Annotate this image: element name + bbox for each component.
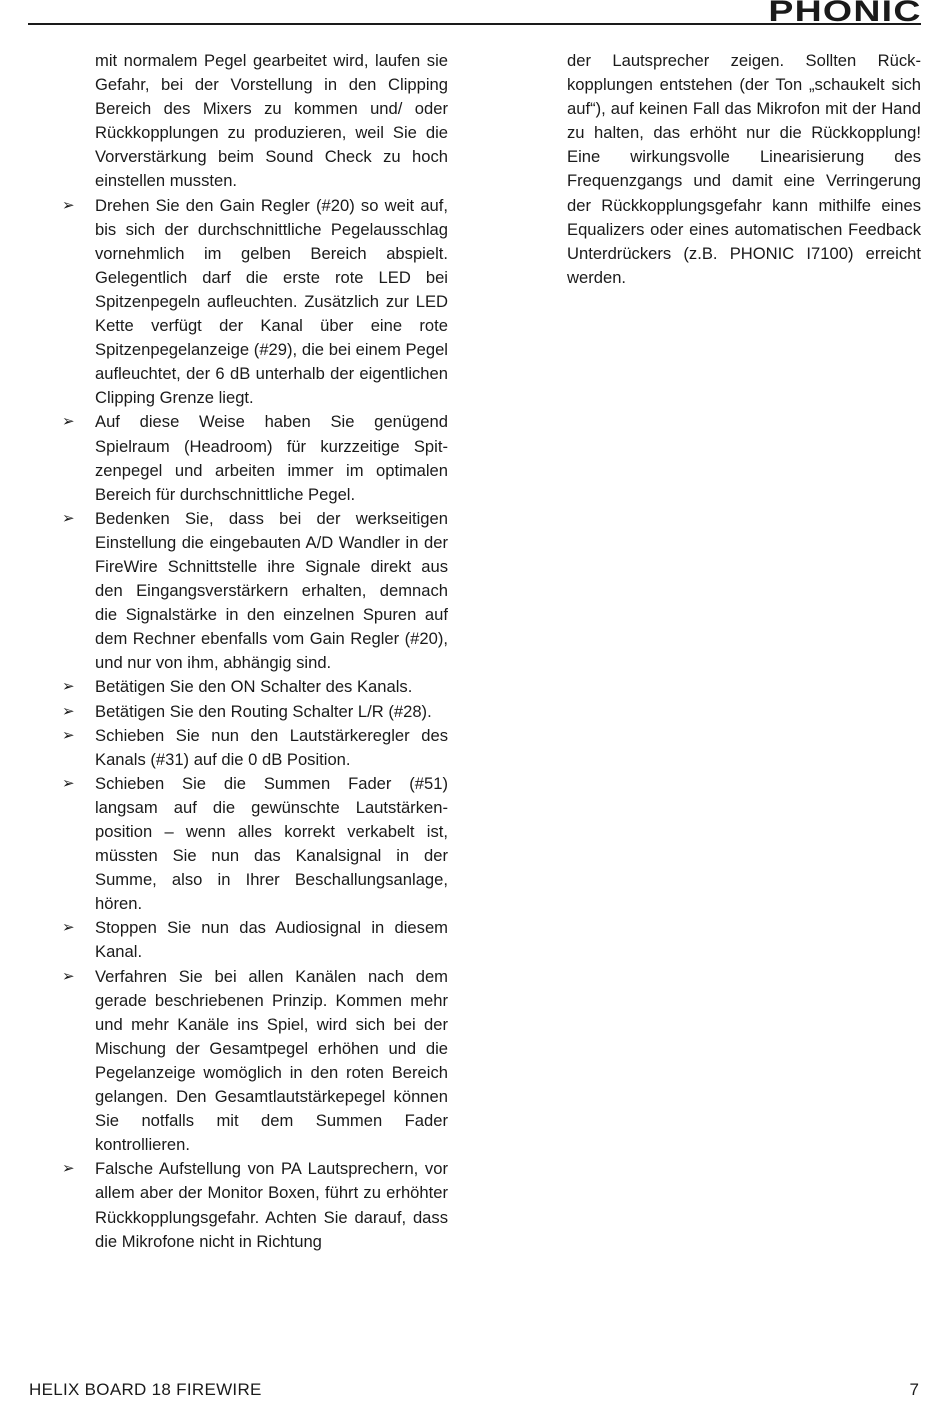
bullet-item: [62, 194, 448, 411]
bullet-text: Drehen Sie den Gain Regler (#20) so weit auf, bis sich der durchschnittliche Pegelausschlag vornehmlich im gelben Bereich abspielt. Gelegentlich darf die erste rote LED bei Spitzenpegeln aufleuchten. Zusätzlich zur LED Kette verfügt der Kanal über eine rote Spitzenpegelanzeige (#29), die bei einem Pegel aufleuchtet, der 6 dB unterhalb der eigentlichen Clipping Grenze liegt.: [95, 195, 448, 408]
bullet-text: Stoppen Sie nun das Audiosignal in diesem Kanal.: [95, 918, 448, 962]
bullet-text: Falsche Aufstellung von PA Lautsprechern, vor allem aber der Monitor Boxen, führt zu erhöhter Rückkopplungsgefahr. Achten Sie darauf, dass die Mikrofone nicht in Richtung: [95, 1159, 448, 1251]
arrow-bullet-icon: ➢: [62, 774, 75, 792]
bullet-item: [62, 410, 448, 506]
bullet-text: Schieben Sie die Summen Fader (#51) langsam auf die gewünschte Lautstärkenposition – wenn alles korrekt verkabelt ist, müssten Sie nun das Kanalsignal in der Summe, also in Ihrer Beschallungsanlage, hören.: [95, 773, 448, 914]
arrow-bullet-icon: ➢: [62, 509, 75, 527]
bullet-item: [62, 700, 448, 724]
bullet-text: Betätigen Sie den Routing Schalter L/R (#28).: [95, 701, 432, 721]
bullet-item: [62, 772, 448, 917]
arrow-bullet-icon: ➢: [62, 919, 75, 937]
right-column: [567, 49, 921, 290]
arrow-bullet-icon: ➢: [62, 1160, 75, 1178]
bullet-text: Auf diese Weise haben Sie genügend Spielraum (Headroom) für kurzzeitige Spitzenpegel und arbeiten immer im optimalen Bereich für durchschnittliche Pegel.: [95, 412, 448, 504]
arrow-bullet-icon: ➢: [62, 196, 75, 214]
arrow-bullet-icon: ➢: [62, 678, 75, 696]
bullet-item: [62, 965, 448, 1158]
arrow-bullet-icon: ➢: [62, 726, 75, 744]
bullet-item: [62, 724, 448, 772]
bullet-item: [62, 1157, 448, 1253]
continuation-paragraph: der Lautsprecher zeigen. Sollten Rückkopplungen entstehen (der Ton „schaukelt sich auf“), auf keinen Fall das Mikrofon mit der Hand zu halten, das erhöht nur die Rückkopplung! Eine wirkungsvolle Linearisierung des Frequenzgangs und damit eine Verringerung der Rückkopplungsgefahr kann mithilfe eines Equalizers oder eines automatischen Feedback Unterdrückers (z.B. PHONIC I7100) erreicht werden.: [567, 51, 921, 287]
left-column: [62, 49, 448, 1254]
bullet-item: [62, 507, 448, 676]
brand-logo: PHONIC: [768, 0, 922, 28]
bullet-text: Schieben Sie nun den Lautstärkeregler des Kanals (#31) auf die 0 dB Position.: [95, 725, 448, 769]
bullet-text: Verfahren Sie bei allen Kanälen nach dem gerade beschriebenen Prinzip. Kommen mehr und mehr Kanäle ins Spiel, wird sich bei der Mischung der Gesamtpegel erhöhen und die Pegelanzeige womöglich in den roten Bereich gelangen. Den Gesamtlautstärkepegel können Sie notfalls mit dem Summen Fader kontrollieren.: [95, 966, 448, 1155]
bullet-item: [62, 916, 448, 964]
arrow-bullet-icon: ➢: [62, 413, 75, 431]
page-number: 7: [909, 1380, 919, 1399]
bullet-item: [62, 675, 448, 699]
bullet-text: Betätigen Sie den ON Schalter des Kanals.: [95, 677, 413, 697]
bullet-text: Bedenken Sie, dass bei der werkseitigen Einstellung die eingebauten A/D Wandler in der FireWire Schnittstelle ihre Signale direkt aus den Eingangsverstärkern erhalten, demnach die Signalstärke in den einzelnen Spuren auf dem Rechner ebenfalls vom Gain Regler (#20), und nur von ihm, abhängig sind.: [95, 508, 448, 673]
arrow-bullet-icon: ➢: [62, 702, 75, 720]
footer-product-title: HELIX BOARD 18 FIREWIRE: [29, 1380, 262, 1399]
intro-paragraph: mit normalem Pegel gearbeitet wird, laufen sie Gefahr, bei der Vorstellung in den Clipping Bereich des Mixers zu kommen und/ oder Rückkopplungen zu produzieren, weil Sie die Vorverstärkung beim Sound Check zu hoch einstellen mussten.: [95, 51, 448, 191]
arrow-bullet-icon: ➢: [62, 967, 75, 985]
